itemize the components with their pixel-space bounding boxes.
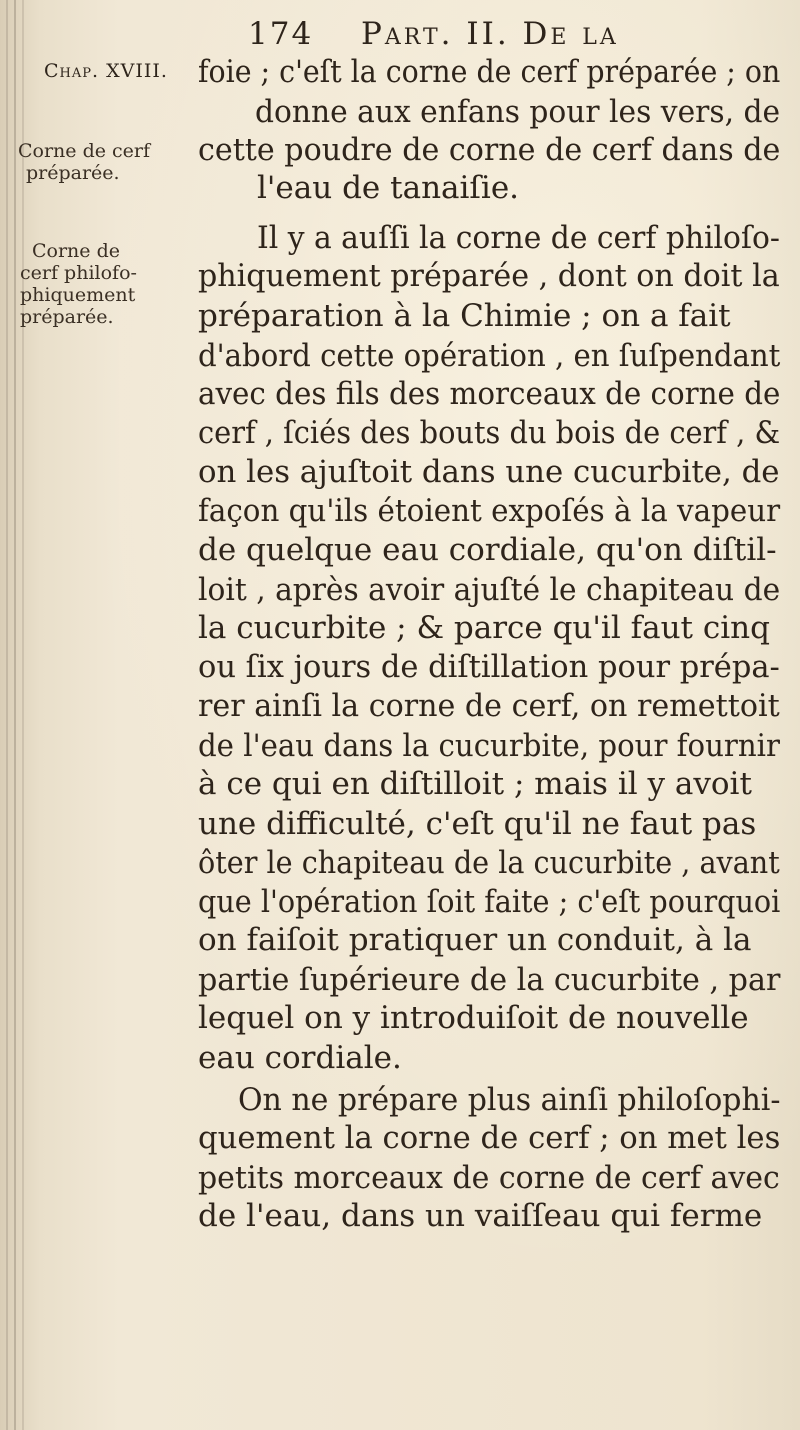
body-line: donne aux enfans pour les vers, de xyxy=(255,94,781,130)
gutter-line-1 xyxy=(6,0,8,1430)
body-line: que l'opération ſoit faite ; c'eſt pourquoi xyxy=(198,884,781,920)
body-line: On ne prépare plus ainſi philoſophi- xyxy=(238,1082,781,1118)
body-line: avec des fils des morceaux de corne de xyxy=(198,376,781,412)
body-line: petits morceaux de corne de cerf avec xyxy=(198,1160,780,1196)
body-line: ou ſix jours de diſtillation pour prépa- xyxy=(198,649,780,685)
body-line: de quelque eau cordiale, qu'on diſtil- xyxy=(198,532,777,568)
body-line: on faiſoit pratiquer un conduit, à la xyxy=(198,922,752,958)
body-line: partie ſupérieure de la cucurbite , par xyxy=(198,962,781,998)
margin-note-line: phiquement xyxy=(20,284,136,306)
margin-note-line: cerf philofo- xyxy=(20,262,137,284)
margin-note-line: Corne de cerf xyxy=(18,140,151,162)
margin-note-line: préparée. xyxy=(26,162,120,184)
body-line: lequel on y introduiſoit de nouvelle xyxy=(198,1000,749,1036)
body-line: foie ; c'eſt la corne de cerf préparée ; on xyxy=(198,54,781,90)
body-line: façon qu'ils étoient expoſés à la vapeur xyxy=(198,493,781,529)
body-line: d'abord cette opération , en ſuſpendant xyxy=(198,338,781,374)
body-line: une difficulté, c'eſt qu'il ne faut pas xyxy=(198,806,757,842)
gutter-line-3 xyxy=(22,0,24,1430)
body-line: cerf , ſciés des bouts du bois de cerf , & xyxy=(198,415,781,451)
body-line: l'eau de tanaiſie. xyxy=(257,170,520,206)
body-line: eau cordiale. xyxy=(198,1040,402,1076)
body-line: rer ainſi la corne de cerf, on remettoit xyxy=(198,688,780,724)
gutter-line-2 xyxy=(14,0,16,1430)
body-line: phiquement préparée , dont on doit la xyxy=(198,258,780,294)
running-head-title: Part. II. De la xyxy=(361,16,619,52)
body-line: préparation à la Chimie ; on a fait xyxy=(198,298,731,334)
body-line: la cucurbite ; & parce qu'il faut cinq xyxy=(198,610,770,646)
body-line: ôter le chapiteau de la cucurbite , avant xyxy=(198,845,780,881)
body-line: de l'eau, dans un vaiſſeau qui ferme xyxy=(198,1198,763,1234)
running-header xyxy=(248,16,619,52)
page-number: 174 xyxy=(248,16,314,52)
body-line: cette poudre de corne de cerf dans de xyxy=(198,132,781,168)
margin-note-line: préparée. xyxy=(20,306,114,328)
body-line: loit , après avoir ajuſté le chapiteau de xyxy=(198,572,781,608)
chapter-label: Chap. XVIII. xyxy=(44,60,168,82)
body-line: on les ajuſtoit dans une cucurbite, de xyxy=(198,454,780,490)
margin-note-line: Corne de xyxy=(32,240,120,262)
body-line: Il y a auſſi la corne de cerf philoſo- xyxy=(257,220,780,256)
margin-note-corne-de-cerf-preparee xyxy=(18,140,228,184)
body-line: à ce qui en diſtilloit ; mais il y avoit xyxy=(198,766,752,802)
body-line: quement la corne de cerf ; on met les xyxy=(198,1120,781,1156)
body-line: de l'eau dans la cucurbite, pour fournir xyxy=(198,728,780,764)
